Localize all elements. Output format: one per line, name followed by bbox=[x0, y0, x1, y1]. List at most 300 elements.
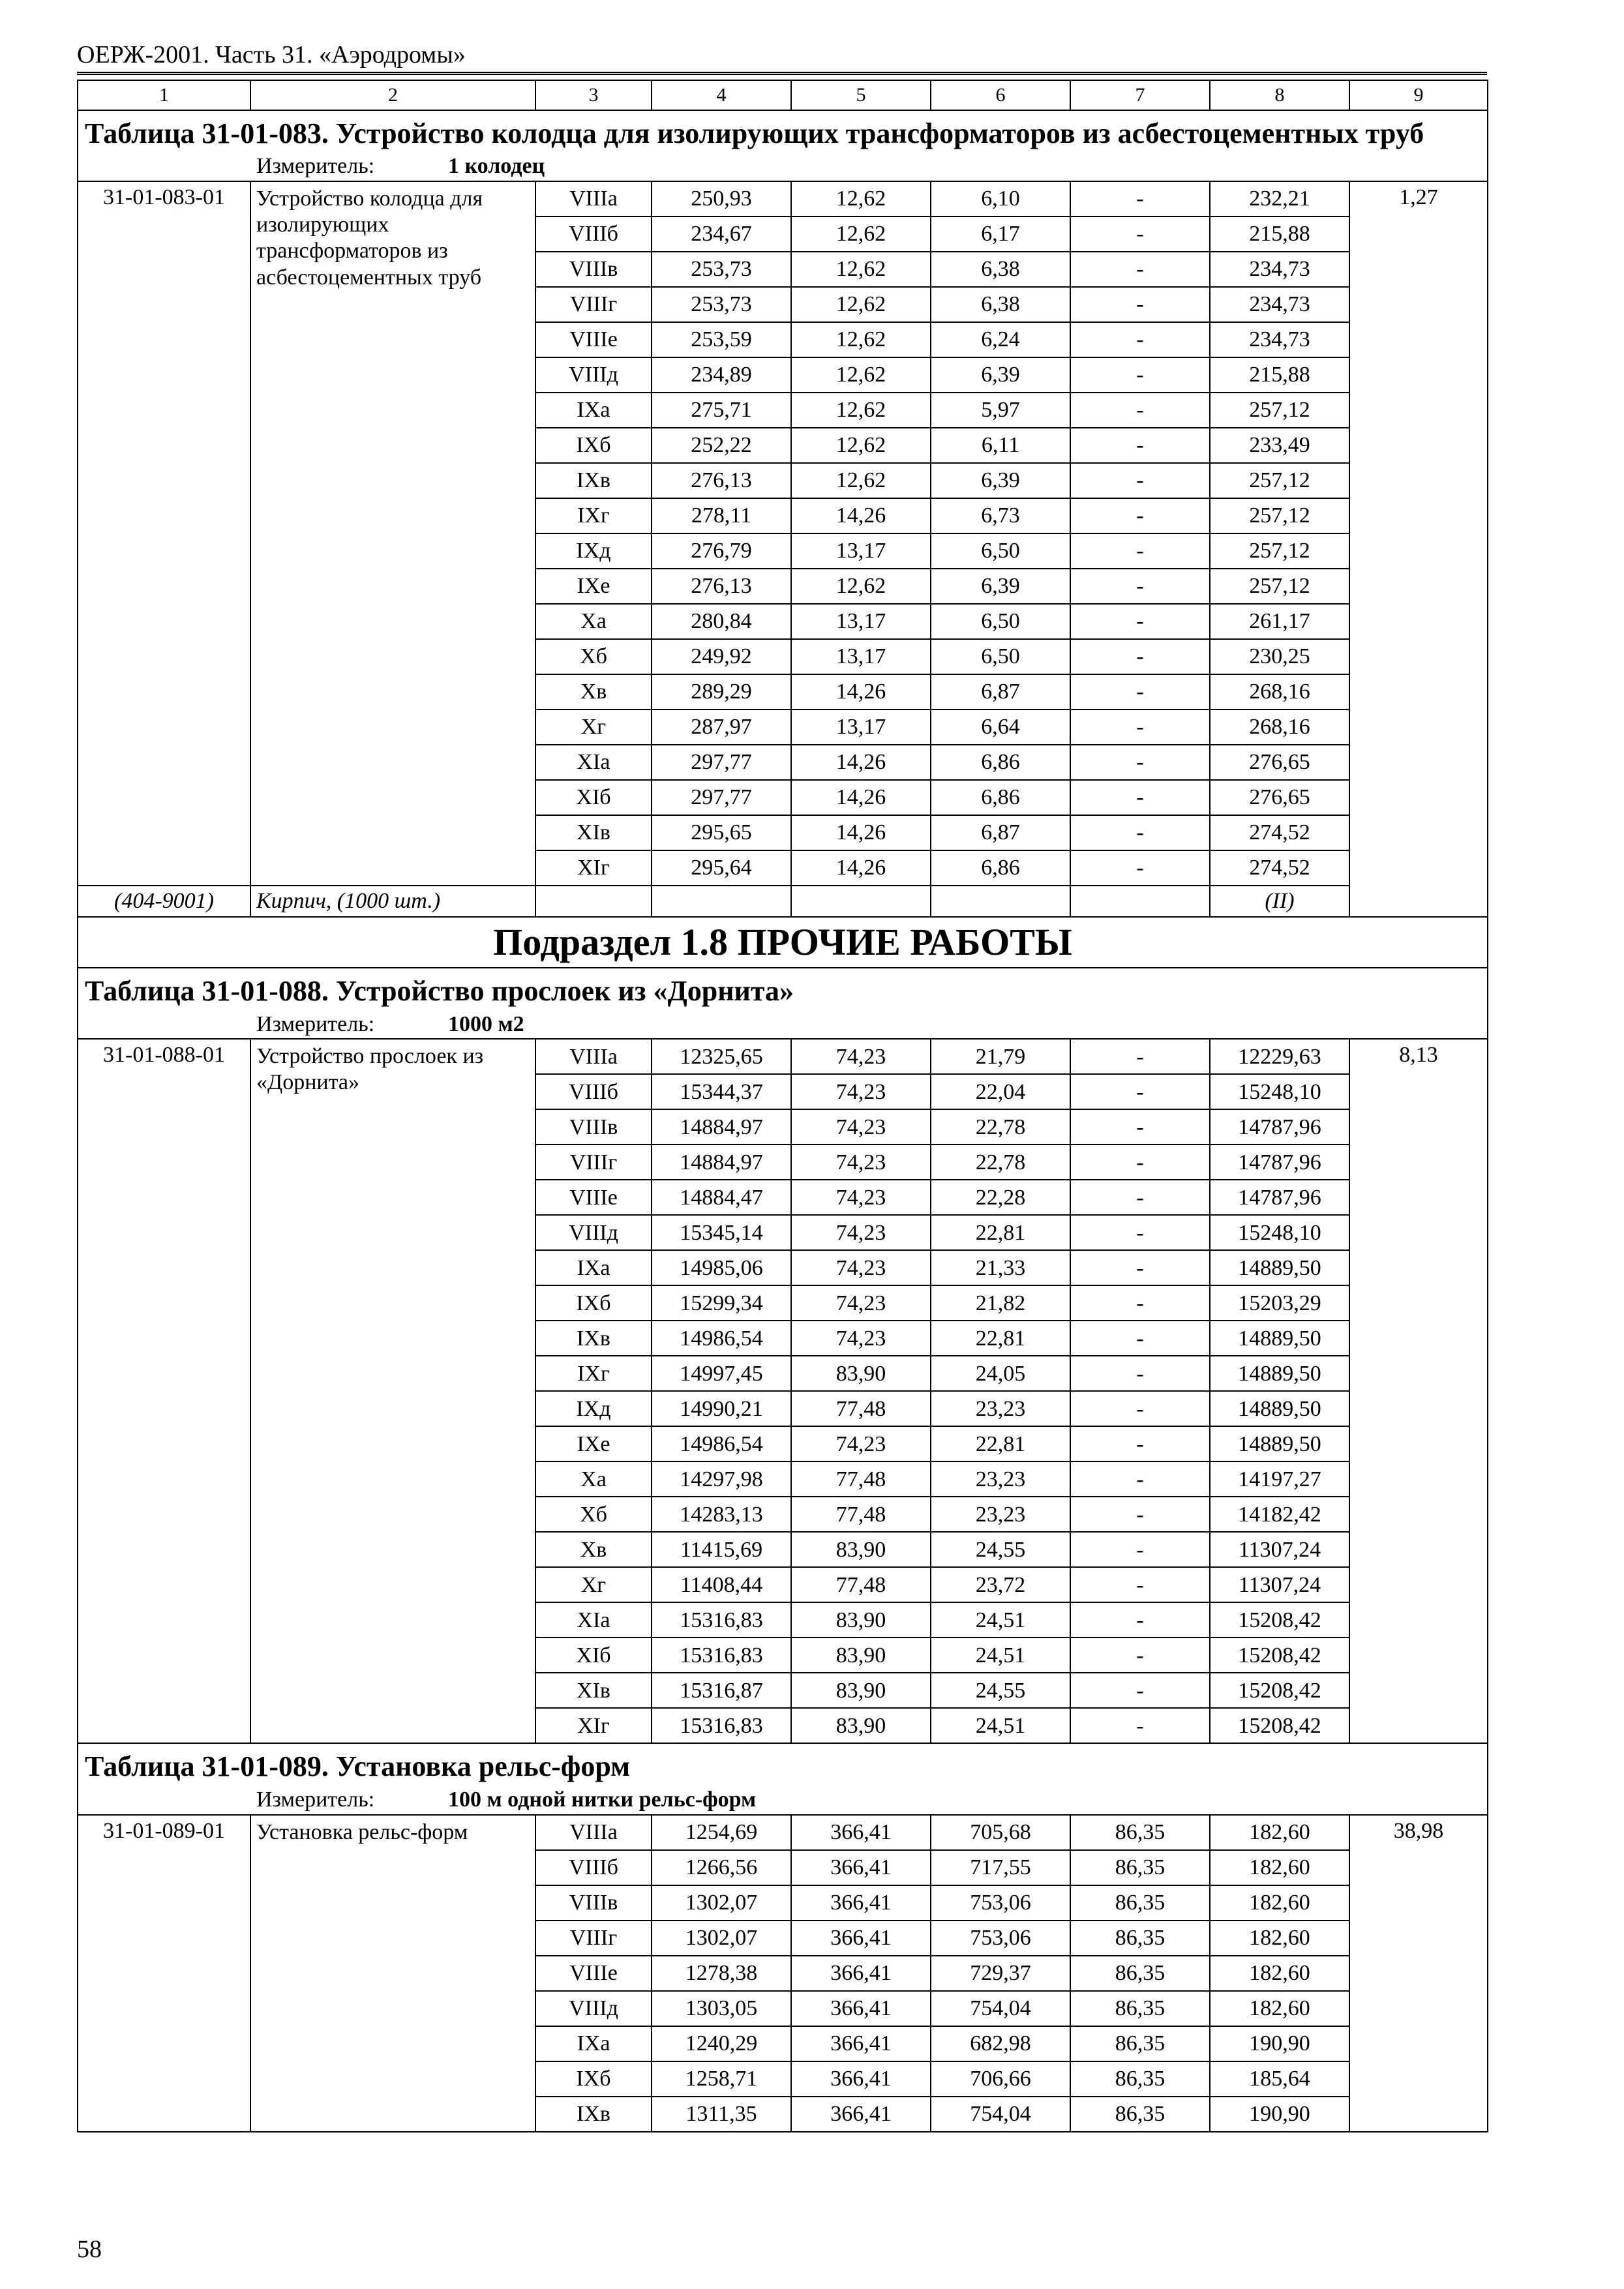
value-cell: 6,87 bbox=[931, 815, 1070, 850]
value-cell: 234,73 bbox=[1210, 287, 1349, 322]
value-cell: 366,41 bbox=[791, 2097, 931, 2132]
value-cell: 74,23 bbox=[791, 1215, 931, 1250]
value-cell: 86,35 bbox=[1070, 1956, 1210, 1991]
value-cell: 86,35 bbox=[1070, 2097, 1210, 2132]
value-cell: 182,60 bbox=[1210, 1815, 1349, 1850]
value-cell: 6,87 bbox=[931, 674, 1070, 710]
zone-code: Xг bbox=[535, 1567, 652, 1602]
value-cell: 12229,63 bbox=[1210, 1039, 1349, 1074]
unit-value: 1000 м2 bbox=[448, 1011, 524, 1036]
zone-code: VIIIб bbox=[535, 1074, 652, 1109]
value-cell: 366,41 bbox=[791, 1956, 931, 1991]
empty-cell bbox=[791, 886, 931, 917]
column-number-8: 8 bbox=[1210, 80, 1349, 110]
value-cell: 24,51 bbox=[931, 1708, 1070, 1743]
value-cell: 1254,69 bbox=[652, 1815, 791, 1850]
value-cell: 754,04 bbox=[931, 2097, 1070, 2132]
column-number-9: 9 bbox=[1349, 80, 1488, 110]
zone-code: IXб bbox=[535, 2061, 652, 2097]
zone-code: VIIIв bbox=[535, 252, 652, 287]
value-cell: 717,55 bbox=[931, 1850, 1070, 1885]
value-cell: 276,79 bbox=[652, 533, 791, 569]
zone-code: IXе bbox=[535, 1426, 652, 1461]
zone-code: VIIIа bbox=[535, 1039, 652, 1074]
value-cell: 6,10 bbox=[931, 181, 1070, 217]
value-cell: 6,24 bbox=[931, 322, 1070, 357]
value-cell: 268,16 bbox=[1210, 674, 1349, 710]
value-cell: 250,93 bbox=[652, 181, 791, 217]
value-cell: 257,12 bbox=[1210, 463, 1349, 498]
value-cell: 232,21 bbox=[1210, 181, 1349, 217]
value-cell: 12325,65 bbox=[652, 1039, 791, 1074]
value-cell: 253,73 bbox=[652, 287, 791, 322]
value-cell: 15316,83 bbox=[652, 1638, 791, 1673]
zone-code: IXа bbox=[535, 2026, 652, 2061]
value-cell: 13,17 bbox=[791, 604, 931, 639]
value-cell: 22,04 bbox=[931, 1074, 1070, 1109]
value-cell: 83,90 bbox=[791, 1532, 931, 1567]
table-row bbox=[78, 1815, 1488, 1850]
column-number-2: 2 bbox=[250, 80, 535, 110]
value-cell: 15208,42 bbox=[1210, 1602, 1349, 1638]
value-cell: 83,90 bbox=[791, 1673, 931, 1708]
value-cell: 21,33 bbox=[931, 1250, 1070, 1285]
value-cell: 185,64 bbox=[1210, 2061, 1349, 2097]
empty-cell bbox=[535, 886, 652, 917]
value-cell: - bbox=[1070, 1391, 1210, 1426]
value-cell: 74,23 bbox=[791, 1144, 931, 1180]
empty-cell bbox=[652, 886, 791, 917]
value-cell: 11307,24 bbox=[1210, 1567, 1349, 1602]
value-cell: 86,35 bbox=[1070, 1991, 1210, 2026]
value-cell: - bbox=[1070, 322, 1210, 357]
value-cell: - bbox=[1070, 1039, 1210, 1074]
rate-code: 31-01-083-01 bbox=[78, 181, 250, 886]
zone-code: IXв bbox=[535, 463, 652, 498]
value-cell: 190,90 bbox=[1210, 2097, 1349, 2132]
value-cell: 83,90 bbox=[791, 1356, 931, 1391]
value-cell: 14884,97 bbox=[652, 1109, 791, 1144]
value-cell: 1278,38 bbox=[652, 1956, 791, 1991]
value-cell: 276,13 bbox=[652, 463, 791, 498]
value-cell: 24,55 bbox=[931, 1532, 1070, 1567]
value-cell: 274,52 bbox=[1210, 850, 1349, 886]
value-cell: 24,51 bbox=[931, 1602, 1070, 1638]
price-table bbox=[77, 80, 1488, 2132]
value-cell: 182,60 bbox=[1210, 1956, 1349, 1991]
value-cell: 1302,07 bbox=[652, 1921, 791, 1956]
table-title-row bbox=[78, 968, 1488, 1010]
value-cell: 6,38 bbox=[931, 287, 1070, 322]
value-cell: - bbox=[1070, 1356, 1210, 1391]
value-cell: 15208,42 bbox=[1210, 1673, 1349, 1708]
value-cell: 1302,07 bbox=[652, 1885, 791, 1921]
value-cell: 182,60 bbox=[1210, 1885, 1349, 1921]
value-cell: 24,55 bbox=[931, 1673, 1070, 1708]
value-cell: - bbox=[1070, 569, 1210, 604]
value-cell: - bbox=[1070, 674, 1210, 710]
column-number-row bbox=[78, 80, 1488, 110]
value-cell: 14197,27 bbox=[1210, 1461, 1349, 1497]
value-cell: 14889,50 bbox=[1210, 1250, 1349, 1285]
value-cell: 77,48 bbox=[791, 1567, 931, 1602]
value-cell: 275,71 bbox=[652, 393, 791, 428]
value-cell: - bbox=[1070, 1708, 1210, 1743]
value-cell: - bbox=[1070, 850, 1210, 886]
zone-code: IXа bbox=[535, 393, 652, 428]
value-cell: - bbox=[1070, 181, 1210, 217]
header-rule bbox=[77, 72, 1487, 75]
unit-label: Измеритель: bbox=[256, 1787, 375, 1812]
value-cell: 86,35 bbox=[1070, 1885, 1210, 1921]
value-cell: - bbox=[1070, 498, 1210, 533]
value-cell: 14985,06 bbox=[652, 1250, 791, 1285]
zone-code: VIIIг bbox=[535, 287, 652, 322]
value-cell: 12,62 bbox=[791, 393, 931, 428]
value-cell: 23,23 bbox=[931, 1461, 1070, 1497]
unit-label: Измеритель: bbox=[256, 154, 375, 179]
value-cell: 276,65 bbox=[1210, 780, 1349, 815]
empty-cell bbox=[931, 886, 1070, 917]
value-cell: 15316,83 bbox=[652, 1602, 791, 1638]
zone-code: Xа bbox=[535, 604, 652, 639]
zone-code: VIIIа bbox=[535, 181, 652, 217]
zone-code: VIIIе bbox=[535, 322, 652, 357]
value-cell: - bbox=[1070, 1285, 1210, 1321]
zone-code: XIб bbox=[535, 780, 652, 815]
value-cell: 83,90 bbox=[791, 1708, 931, 1743]
value-cell: 253,73 bbox=[652, 252, 791, 287]
value-cell: 1311,35 bbox=[652, 2097, 791, 2132]
value-cell: 74,23 bbox=[791, 1426, 931, 1461]
page-header-title: ОЕРЖ-2001. Часть 31. «Аэродромы» bbox=[77, 41, 466, 68]
value-cell: 289,29 bbox=[652, 674, 791, 710]
zone-code: Xа bbox=[535, 1461, 652, 1497]
zone-code: VIIIе bbox=[535, 1180, 652, 1215]
value-cell: 74,23 bbox=[791, 1321, 931, 1356]
value-cell: 297,77 bbox=[652, 780, 791, 815]
column-number-1: 1 bbox=[78, 80, 250, 110]
value-cell: 22,81 bbox=[931, 1321, 1070, 1356]
value-cell: 215,88 bbox=[1210, 217, 1349, 252]
zone-code: XIа bbox=[535, 1602, 652, 1638]
value-cell: 12,62 bbox=[791, 287, 931, 322]
work-description: Установка рельс-форм bbox=[250, 1815, 535, 2132]
value-cell: - bbox=[1070, 639, 1210, 674]
value-cell: 274,52 bbox=[1210, 815, 1349, 850]
value-cell: 366,41 bbox=[791, 2061, 931, 2097]
zone-code: IXе bbox=[535, 569, 652, 604]
table-title: Таблица 31-01-089. Установка рельс-форм bbox=[78, 1743, 1488, 1785]
value-cell: 12,62 bbox=[791, 252, 931, 287]
value-cell: 1303,05 bbox=[652, 1991, 791, 2026]
value-cell: 74,23 bbox=[791, 1180, 931, 1215]
value-cell: 74,23 bbox=[791, 1250, 931, 1285]
value-cell: 86,35 bbox=[1070, 1850, 1210, 1885]
value-cell: 23,23 bbox=[931, 1497, 1070, 1532]
value-cell: - bbox=[1070, 1250, 1210, 1285]
value-cell: 257,12 bbox=[1210, 533, 1349, 569]
value-cell: 14889,50 bbox=[1210, 1391, 1349, 1426]
zone-code: IXв bbox=[535, 2097, 652, 2132]
value-cell: 12,62 bbox=[791, 217, 931, 252]
value-cell: - bbox=[1070, 1497, 1210, 1532]
value-cell: 14884,47 bbox=[652, 1180, 791, 1215]
zone-code: IXа bbox=[535, 1250, 652, 1285]
value-cell: 14,26 bbox=[791, 745, 931, 780]
value-cell: - bbox=[1070, 463, 1210, 498]
value-cell: 23,23 bbox=[931, 1391, 1070, 1426]
labor-cost: 1,27 bbox=[1349, 181, 1488, 917]
value-cell: 14283,13 bbox=[652, 1497, 791, 1532]
value-cell: - bbox=[1070, 1602, 1210, 1638]
value-cell: 14787,96 bbox=[1210, 1144, 1349, 1180]
value-cell: - bbox=[1070, 1461, 1210, 1497]
value-cell: 682,98 bbox=[931, 2026, 1070, 2061]
value-cell: 14182,42 bbox=[1210, 1497, 1349, 1532]
column-number-4: 4 bbox=[652, 80, 791, 110]
zone-code: IXб bbox=[535, 1285, 652, 1321]
zone-code: Xб bbox=[535, 639, 652, 674]
value-cell: 14889,50 bbox=[1210, 1426, 1349, 1461]
zone-code: VIIIг bbox=[535, 1921, 652, 1956]
unit-value: 100 м одной нитки рельс-форм bbox=[448, 1787, 757, 1812]
value-cell: 86,35 bbox=[1070, 2026, 1210, 2061]
zone-code: XIв bbox=[535, 815, 652, 850]
work-description: Устройство прослоек из «Дорнита» bbox=[250, 1039, 535, 1743]
value-cell: 280,84 bbox=[652, 604, 791, 639]
value-cell: 1258,71 bbox=[652, 2061, 791, 2097]
material-code: (404-9001) bbox=[78, 886, 250, 917]
value-cell: - bbox=[1070, 1109, 1210, 1144]
value-cell: 74,23 bbox=[791, 1074, 931, 1109]
zone-code: VIIIв bbox=[535, 1109, 652, 1144]
value-cell: 14,26 bbox=[791, 780, 931, 815]
table-title: Таблица 31-01-088. Устройство прослоек из «Дорнита» bbox=[78, 968, 1488, 1010]
section-title: Подраздел 1.8 ПРОЧИЕ РАБОТЫ bbox=[78, 917, 1488, 968]
value-cell: 366,41 bbox=[791, 1921, 931, 1956]
zone-code: Xб bbox=[535, 1497, 652, 1532]
value-cell: 6,86 bbox=[931, 745, 1070, 780]
table-title-row bbox=[78, 110, 1488, 152]
value-cell: - bbox=[1070, 1673, 1210, 1708]
value-cell: 14,26 bbox=[791, 850, 931, 886]
value-cell: 12,62 bbox=[791, 463, 931, 498]
zone-code: VIIIа bbox=[535, 1815, 652, 1850]
value-cell: 261,17 bbox=[1210, 604, 1349, 639]
value-cell: 14990,21 bbox=[652, 1391, 791, 1426]
value-cell: 753,06 bbox=[931, 1885, 1070, 1921]
value-cell: 74,23 bbox=[791, 1285, 931, 1321]
material-name: Кирпич, (1000 шт.) bbox=[250, 886, 535, 917]
value-cell: 74,23 bbox=[791, 1109, 931, 1144]
value-cell: 83,90 bbox=[791, 1638, 931, 1673]
unit-cell bbox=[78, 1010, 1488, 1039]
value-cell: 6,50 bbox=[931, 533, 1070, 569]
value-cell: 6,86 bbox=[931, 850, 1070, 886]
value-cell: 14,26 bbox=[791, 815, 931, 850]
value-cell: 6,73 bbox=[931, 498, 1070, 533]
value-cell: 753,06 bbox=[931, 1921, 1070, 1956]
value-cell: 253,59 bbox=[652, 322, 791, 357]
value-cell: 6,39 bbox=[931, 463, 1070, 498]
zone-code: Xв bbox=[535, 1532, 652, 1567]
zone-code: VIIIд bbox=[535, 357, 652, 393]
zone-code: XIа bbox=[535, 745, 652, 780]
value-cell: 14,26 bbox=[791, 498, 931, 533]
value-cell: - bbox=[1070, 393, 1210, 428]
value-cell: 276,13 bbox=[652, 569, 791, 604]
value-cell: 24,51 bbox=[931, 1638, 1070, 1673]
value-cell: 24,05 bbox=[931, 1356, 1070, 1391]
value-cell: 6,11 bbox=[931, 428, 1070, 463]
zone-code: VIIIд bbox=[535, 1991, 652, 2026]
value-cell: 14889,50 bbox=[1210, 1321, 1349, 1356]
value-cell: 11415,69 bbox=[652, 1532, 791, 1567]
value-cell: - bbox=[1070, 1180, 1210, 1215]
zone-code: XIб bbox=[535, 1638, 652, 1673]
value-cell: 6,17 bbox=[931, 217, 1070, 252]
value-cell: 14884,97 bbox=[652, 1144, 791, 1180]
value-cell: 15344,37 bbox=[652, 1074, 791, 1109]
value-cell: - bbox=[1070, 1144, 1210, 1180]
value-cell: 14297,98 bbox=[652, 1461, 791, 1497]
zone-code: VIIIг bbox=[535, 1144, 652, 1180]
zone-code: XIг bbox=[535, 850, 652, 886]
value-cell: 252,22 bbox=[652, 428, 791, 463]
table-row bbox=[78, 1039, 1488, 1074]
unit-row bbox=[78, 152, 1488, 181]
value-cell: - bbox=[1070, 252, 1210, 287]
unit-cell bbox=[78, 152, 1488, 181]
value-cell: 11408,44 bbox=[652, 1567, 791, 1602]
value-cell: 13,17 bbox=[791, 710, 931, 745]
column-number-6: 6 bbox=[931, 80, 1070, 110]
value-cell: - bbox=[1070, 428, 1210, 463]
value-cell: 13,17 bbox=[791, 533, 931, 569]
value-cell: 15208,42 bbox=[1210, 1708, 1349, 1743]
value-cell: 86,35 bbox=[1070, 2061, 1210, 2097]
zone-code: IXв bbox=[535, 1321, 652, 1356]
value-cell: 190,90 bbox=[1210, 2026, 1349, 2061]
zone-code: Xв bbox=[535, 674, 652, 710]
table-row bbox=[78, 181, 1488, 217]
value-cell: 12,62 bbox=[791, 181, 931, 217]
value-cell: 86,35 bbox=[1070, 1815, 1210, 1850]
value-cell: 12,62 bbox=[791, 428, 931, 463]
material-row bbox=[78, 886, 1488, 917]
value-cell: 77,48 bbox=[791, 1391, 931, 1426]
unit-value: 1 колодец bbox=[448, 154, 545, 179]
value-cell: 1240,29 bbox=[652, 2026, 791, 2061]
value-cell: 6,39 bbox=[931, 569, 1070, 604]
value-cell: 706,66 bbox=[931, 2061, 1070, 2097]
value-cell: - bbox=[1070, 1532, 1210, 1567]
value-cell: 14787,96 bbox=[1210, 1180, 1349, 1215]
value-cell: 182,60 bbox=[1210, 1921, 1349, 1956]
zone-code: Xг bbox=[535, 710, 652, 745]
value-cell: 22,81 bbox=[931, 1215, 1070, 1250]
value-cell: 6,86 bbox=[931, 780, 1070, 815]
value-cell: 366,41 bbox=[791, 2026, 931, 2061]
zone-code: VIIIб bbox=[535, 217, 652, 252]
value-cell: 257,12 bbox=[1210, 498, 1349, 533]
value-cell: 15316,83 bbox=[652, 1708, 791, 1743]
value-cell: 366,41 bbox=[791, 1991, 931, 2026]
value-cell: 15203,29 bbox=[1210, 1285, 1349, 1321]
value-cell: - bbox=[1070, 1074, 1210, 1109]
value-cell: 15316,87 bbox=[652, 1673, 791, 1708]
value-cell: 754,04 bbox=[931, 1991, 1070, 2026]
zone-code: IXг bbox=[535, 498, 652, 533]
value-cell: 74,23 bbox=[791, 1039, 931, 1074]
value-cell: 22,78 bbox=[931, 1109, 1070, 1144]
unit-label: Измеритель: bbox=[256, 1011, 375, 1036]
value-cell: 14986,54 bbox=[652, 1426, 791, 1461]
value-cell: 14986,54 bbox=[652, 1321, 791, 1356]
value-cell: - bbox=[1070, 815, 1210, 850]
value-cell: 15248,10 bbox=[1210, 1074, 1349, 1109]
zone-code: VIIIд bbox=[535, 1215, 652, 1250]
value-cell: 297,77 bbox=[652, 745, 791, 780]
value-cell: 366,41 bbox=[791, 1815, 931, 1850]
rate-code: 31-01-088-01 bbox=[78, 1039, 250, 1743]
value-cell: 1266,56 bbox=[652, 1850, 791, 1885]
zone-code: XIв bbox=[535, 1673, 652, 1708]
value-cell: 12,62 bbox=[791, 357, 931, 393]
value-cell: 234,67 bbox=[652, 217, 791, 252]
unit-row bbox=[78, 1010, 1488, 1039]
value-cell: 182,60 bbox=[1210, 1991, 1349, 2026]
value-cell: 366,41 bbox=[791, 1885, 931, 1921]
value-cell: - bbox=[1070, 745, 1210, 780]
value-cell: 22,81 bbox=[931, 1426, 1070, 1461]
zone-code: VIIIб bbox=[535, 1850, 652, 1885]
value-cell: 5,97 bbox=[931, 393, 1070, 428]
value-cell: 21,79 bbox=[931, 1039, 1070, 1074]
column-number-3: 3 bbox=[535, 80, 652, 110]
value-cell: 21,82 bbox=[931, 1285, 1070, 1321]
value-cell: 233,49 bbox=[1210, 428, 1349, 463]
value-cell: 287,97 bbox=[652, 710, 791, 745]
value-cell: - bbox=[1070, 217, 1210, 252]
value-cell: 14787,96 bbox=[1210, 1109, 1349, 1144]
table-title-row bbox=[78, 1743, 1488, 1785]
rate-code: 31-01-089-01 bbox=[78, 1815, 250, 2132]
value-cell: 705,68 bbox=[931, 1815, 1070, 1850]
value-cell: 230,25 bbox=[1210, 639, 1349, 674]
value-cell: 257,12 bbox=[1210, 569, 1349, 604]
value-cell: 234,89 bbox=[652, 357, 791, 393]
value-cell: 11307,24 bbox=[1210, 1532, 1349, 1567]
value-cell: 234,73 bbox=[1210, 252, 1349, 287]
value-cell: 249,92 bbox=[652, 639, 791, 674]
value-cell: 295,65 bbox=[652, 815, 791, 850]
value-cell: 366,41 bbox=[791, 1850, 931, 1885]
unit-row bbox=[78, 1786, 1488, 1815]
value-cell: 23,72 bbox=[931, 1567, 1070, 1602]
value-cell: 6,38 bbox=[931, 252, 1070, 287]
value-cell: 13,17 bbox=[791, 639, 931, 674]
value-cell: - bbox=[1070, 604, 1210, 639]
value-cell: 6,50 bbox=[931, 604, 1070, 639]
value-cell: - bbox=[1070, 287, 1210, 322]
value-cell: 6,39 bbox=[931, 357, 1070, 393]
value-cell: 22,78 bbox=[931, 1144, 1070, 1180]
value-cell: 729,37 bbox=[931, 1956, 1070, 1991]
value-cell: 12,62 bbox=[791, 322, 931, 357]
zone-code: VIIIе bbox=[535, 1956, 652, 1991]
